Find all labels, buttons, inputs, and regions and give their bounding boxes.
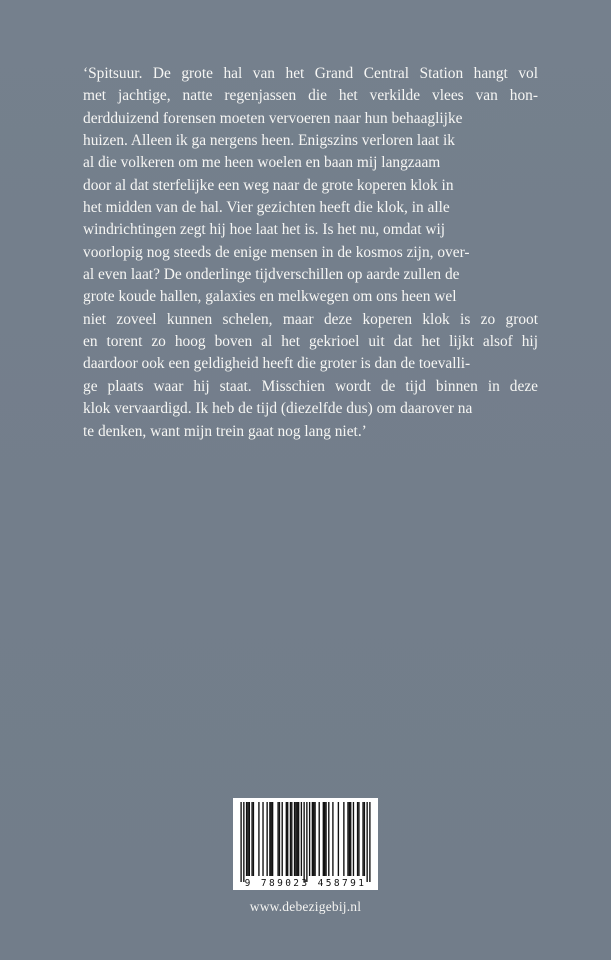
barcode-bar	[350, 802, 351, 876]
blurb-line: al even laat? De onderlinge tijdverschillen op aarde zullen de	[83, 266, 460, 284]
blurb-line: met jachtige, natte regenjassen die het verkilde vlees van hon-	[83, 87, 538, 105]
blurb-line: ge plaats waar hij staat. Misschien wordt de tijd binnen in deze	[83, 377, 538, 395]
blurb-line: te denken, want mijn trein gaat nog lang niet.’	[83, 422, 367, 440]
blurb-line: daardoor ook een geldigheid heeft die groter is dan de toevalli-	[83, 355, 471, 373]
barcode-bar	[347, 802, 348, 876]
barcode-bar	[272, 802, 273, 876]
barcode-bar	[353, 802, 354, 876]
barcode-bar	[295, 802, 296, 876]
barcode-bar	[262, 802, 263, 876]
barcode-bar	[301, 802, 302, 876]
barcode-bar	[364, 802, 365, 876]
barcode-bar	[362, 802, 363, 876]
barcode-bar	[343, 802, 344, 876]
barcode-bar	[312, 802, 313, 876]
barcode-bar	[338, 802, 339, 876]
blurb-line: klok vervaardigd. Ik heb de tijd (diezelfde dus) om daarover na	[83, 400, 473, 418]
barcode-bar	[286, 802, 287, 876]
barcode-bar	[277, 802, 278, 876]
barcode-bar	[258, 802, 259, 876]
blurb-line: derdduizend forensen moeten vervoeren naar hun behaaglijke	[83, 109, 463, 127]
barcode-bar	[366, 802, 367, 882]
barcode-bar	[298, 802, 299, 876]
barcode-bar	[369, 802, 370, 882]
barcode-bar	[243, 802, 244, 882]
isbn-number: 9 789023 458791	[244, 878, 367, 889]
barcode-bar	[309, 802, 310, 876]
blurb-line: en torent zo hoog boven al het gekrioel uit dat het lijkt alsof hij	[83, 333, 538, 351]
barcode-bar	[297, 802, 298, 876]
barcode-bar	[279, 802, 280, 876]
isbn-barcode	[233, 798, 378, 890]
barcode-bar	[253, 802, 254, 876]
barcode-bar	[249, 802, 250, 876]
barcode-bar	[303, 802, 304, 882]
blurb-line: huizen. Alleen ik ga nergens heen. Enigszins verloren laat ik	[83, 132, 455, 150]
barcode-bar	[357, 802, 358, 876]
barcode-bars	[233, 798, 378, 890]
barcode-bar	[290, 802, 291, 876]
blurb-text	[83, 63, 538, 443]
blurb-line: door al dat sterfelijke een weg naar de grote koperen klok in	[83, 176, 454, 194]
barcode-bar	[246, 802, 247, 876]
barcode-bar	[291, 802, 292, 876]
barcode-bar	[314, 802, 315, 876]
barcode-bar	[271, 802, 272, 876]
blurb-line: niet zoveel kunnen schelen, maar deze koperen klok is zo groot	[83, 310, 538, 328]
blurb-line: ‘Spitsuur. De grote hal van het Grand Central Station hangt vol	[83, 65, 538, 82]
barcode-bar	[282, 802, 283, 876]
barcode-bar	[247, 802, 248, 876]
barcode-bar	[319, 802, 320, 876]
barcode-bar	[313, 802, 314, 876]
barcode-bar	[325, 802, 326, 876]
barcode-bar	[328, 802, 329, 876]
barcode-bar	[266, 802, 267, 876]
blurb-line: grote koude hallen, galaxies en melkwegen om ons heen wel	[83, 288, 457, 306]
barcode-bar	[240, 802, 241, 882]
blurb-line: het midden van de hal. Vier gezichten heeft die klok, in alle	[83, 199, 450, 217]
blurb-line: al die volkeren om me heen woelen en baan mij langzaam	[83, 154, 441, 172]
barcode-bar	[306, 802, 307, 882]
barcode-bar	[294, 802, 295, 876]
blurb-line: voorlopig nog steeds de enige mensen in de kosmos zijn, over-	[83, 243, 470, 261]
barcode-bar	[324, 802, 325, 876]
publisher-website: www.debezigebij.nl	[249, 899, 362, 914]
barcode-bar	[332, 802, 333, 876]
barcode-bar	[349, 802, 350, 876]
barcode-bar	[323, 802, 324, 876]
barcode-bar	[269, 802, 270, 876]
barcode-bar	[358, 802, 359, 876]
blurb-line: windrichtingen zegt hij hoe laat het is. Is het nu, omdat wij	[83, 221, 446, 239]
barcode-bar	[287, 802, 288, 876]
barcode-bar	[251, 802, 252, 876]
